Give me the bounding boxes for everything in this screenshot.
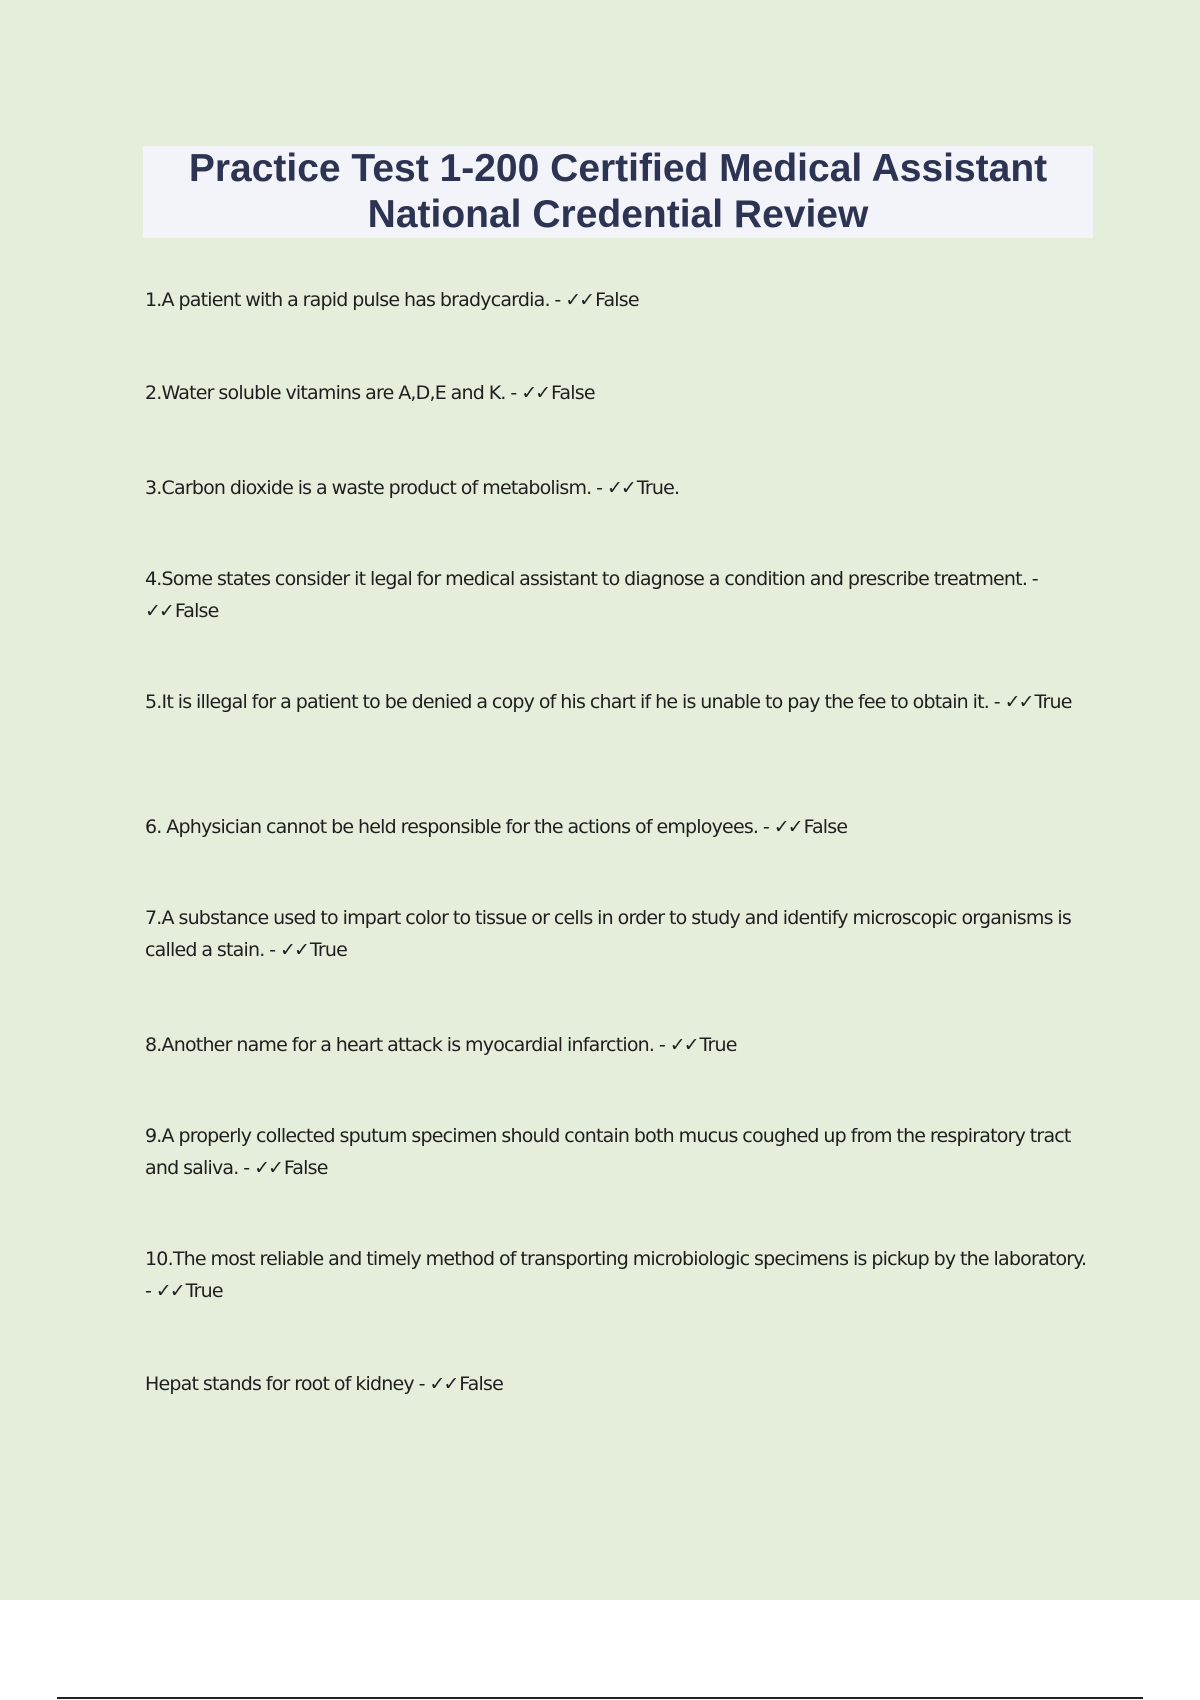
qa-item-11 <box>145 1368 1095 1400</box>
answer-text: True <box>309 939 348 961</box>
question-text: 6. Aphysician cannot be held responsible for the actions of employees. <box>145 816 759 838</box>
check-mark-icon: ✓✓ <box>155 1280 184 1302</box>
check-mark-icon: ✓✓ <box>521 382 550 404</box>
page-title-line-1: Practice Test 1-200 Certified Medical Assistant <box>188 147 1048 190</box>
answer-text: True <box>699 1034 737 1056</box>
check-mark-icon: ✓✓ <box>669 1034 698 1056</box>
qa-item-10 <box>145 1243 1095 1307</box>
question-text: 1.A patient with a rapid pulse has bradycardia. <box>145 289 550 311</box>
check-mark-icon: ✓✓ <box>565 289 594 311</box>
qa-item-6 <box>145 811 1095 843</box>
question-text: 8.Another name for a heart attack is myocardial infarction. <box>145 1034 655 1056</box>
answer-text: True. <box>636 477 680 499</box>
separator: - <box>549 289 566 311</box>
question-text: Hepat stands for root of kidney <box>145 1373 414 1395</box>
qa-item-1 <box>145 284 1095 316</box>
answer-text: False <box>283 1157 328 1179</box>
answer-text: False <box>803 816 848 838</box>
qa-item-8 <box>145 1029 1095 1061</box>
separator: - <box>758 816 774 838</box>
separator: - <box>238 1157 255 1179</box>
footer-divider <box>57 1697 1143 1699</box>
qa-item-9 <box>145 1120 1095 1184</box>
separator: - <box>989 691 1005 713</box>
check-mark-icon: ✓✓ <box>1004 691 1033 713</box>
separator: - <box>654 1034 670 1056</box>
check-mark-icon: ✓✓ <box>429 1373 458 1395</box>
separator: - <box>505 382 522 404</box>
check-mark-icon: ✓✓ <box>773 816 802 838</box>
check-mark-icon: ✓✓ <box>145 600 173 622</box>
check-mark-icon: ✓✓ <box>280 939 308 961</box>
qa-item-5 <box>145 686 1095 718</box>
check-mark-icon: ✓✓ <box>606 477 635 499</box>
answer-text: False <box>459 1373 503 1395</box>
check-mark-icon: ✓✓ <box>254 1157 282 1179</box>
question-text: 4.Some states consider it legal for medical assistant to diagnose a condition and prescribe treatment. <box>145 568 1028 590</box>
separator: - <box>145 1280 156 1302</box>
qa-item-7 <box>145 902 1095 966</box>
separator: - <box>1027 568 1038 590</box>
question-text: 7.A substance used to impart color to tissue or cells in order to study and identify microscopic organisms is called a stain. <box>145 907 1071 961</box>
answer-text: False <box>551 382 595 404</box>
page-title-line-2: National Credential Review <box>367 193 869 236</box>
question-text: 9.A properly collected sputum specimen should contain both mucus coughed up from the respiratory tract and saliva. <box>145 1125 1071 1179</box>
qa-item-4 <box>145 563 1095 627</box>
answer-text: False <box>174 600 219 622</box>
separator: - <box>591 477 607 499</box>
answer-text: True <box>1034 691 1072 713</box>
separator: - <box>264 939 281 961</box>
answer-text: False <box>595 289 639 311</box>
question-text: 2.Water soluble vitamins are A,D,E and K. <box>145 382 506 404</box>
separator: - <box>413 1373 430 1395</box>
qa-item-2 <box>145 377 1095 409</box>
title-banner <box>143 146 1093 238</box>
answer-text: True <box>185 1280 223 1302</box>
question-text: 10.The most reliable and timely method of transporting microbiologic specimens is pickup by the laboratory. <box>145 1248 1087 1270</box>
qa-item-3 <box>145 472 1095 504</box>
question-text: 5.It is illegal for a patient to be denied a copy of his chart if he is unable to pay the fee to obtain it. <box>145 691 990 713</box>
question-text: 3.Carbon dioxide is a waste product of metabolism. <box>145 477 592 499</box>
